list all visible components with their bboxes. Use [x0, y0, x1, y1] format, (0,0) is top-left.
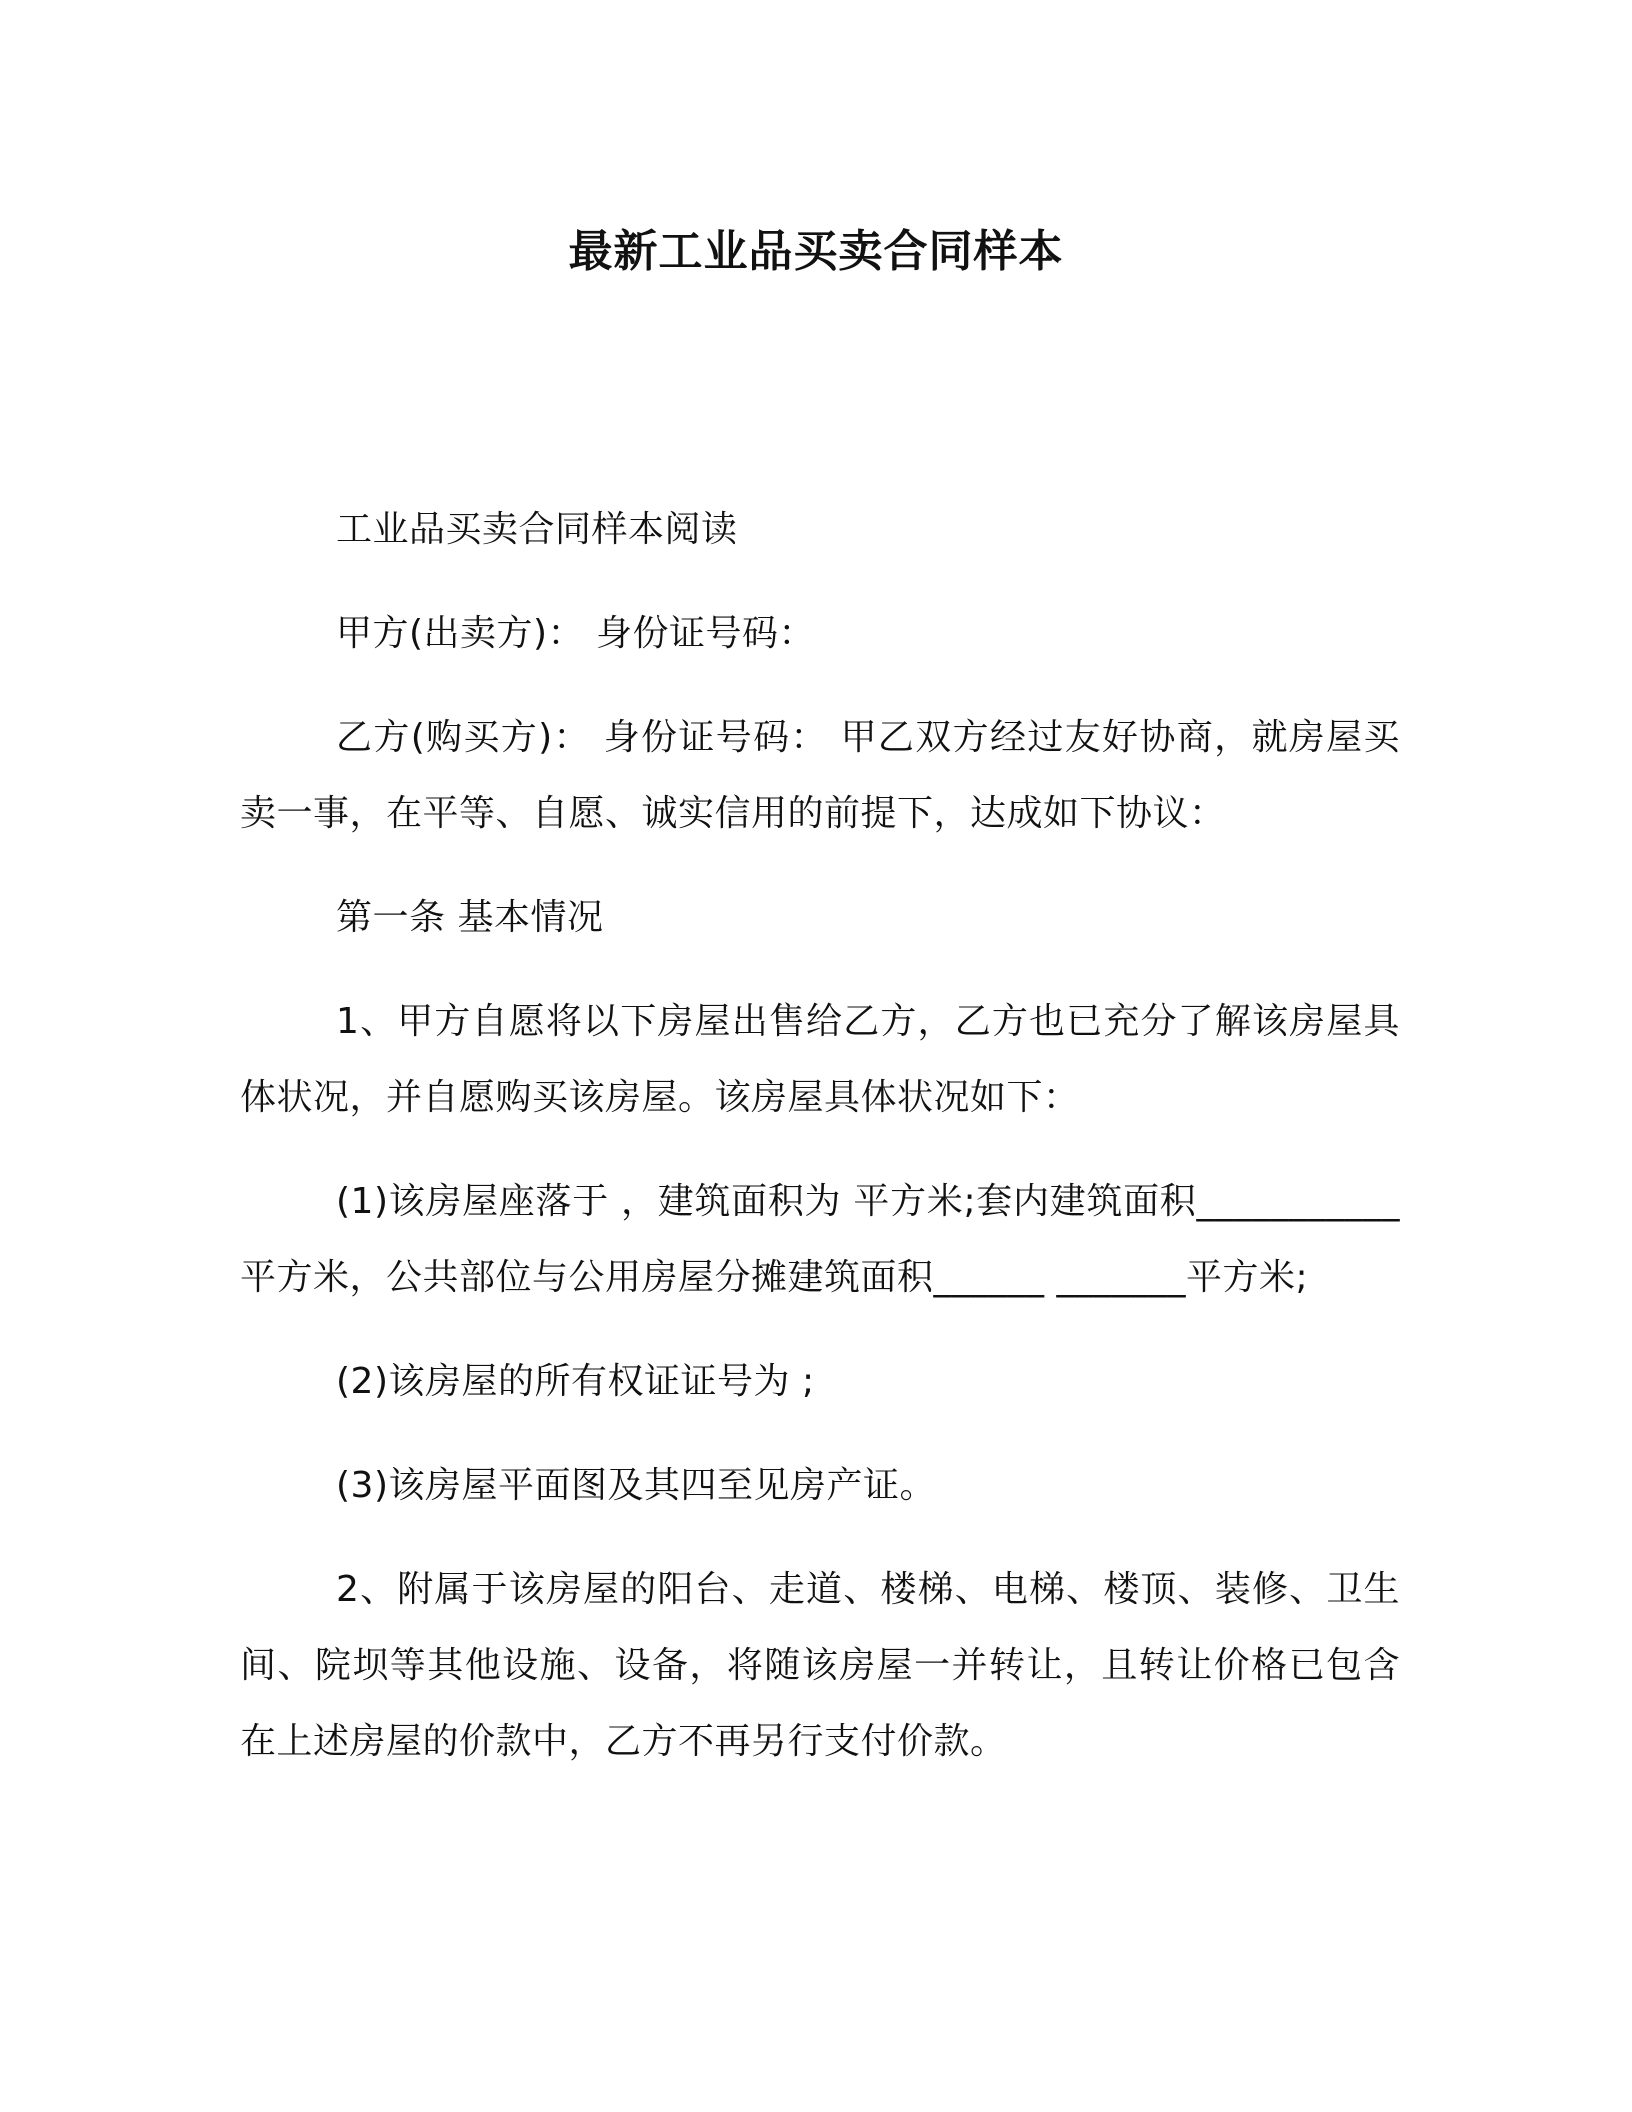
paragraph-clause-1: 1、甲方自愿将以下房屋出售给乙方，乙方也已充分了解该房屋具体状况，并自愿购买该房屋。该房屋具体状况如下：	[240, 1001, 1400, 1118]
paragraph-clause-1-item-3: (3)该房屋平面图及其四至见房产证。	[336, 1465, 936, 1506]
paragraph-party-a: 甲方(出卖方)： 身份证号码：	[336, 613, 816, 654]
paragraph-clause-1-item-1: (1)该房屋座落于 ，建筑面积为 平方米;套内建筑面积___________平方米，公共部位与公用房屋分摊建筑面积______ _______平方米;	[240, 1181, 1400, 1298]
paragraph-party-b: 乙方(购买方)： 身份证号码： 甲乙双方经过友好协商，就房屋买卖一事，在平等、自愿、诚实信用的前提下，达成如下协议：	[240, 717, 1400, 834]
paragraph-subtitle: 工业品买卖合同样本阅读	[336, 509, 738, 550]
paragraph-clause-2: 2、附属于该房屋的阳台、走道、楼梯、电梯、楼顶、装修、卫生间、院坝等其他设施、设备，将随该房屋一并转让，且转让价格已包含在上述房屋的价款中，乙方不再另行支付价款。	[240, 1569, 1400, 1762]
document-title: 最新工业品买卖合同样本	[568, 226, 1064, 277]
paragraph-article-one-heading: 第一条 基本情况	[336, 897, 604, 938]
paragraph-clause-1-item-2: (2)该房屋的所有权证证号为 ;	[336, 1361, 815, 1402]
document-body	[240, 492, 1400, 1808]
